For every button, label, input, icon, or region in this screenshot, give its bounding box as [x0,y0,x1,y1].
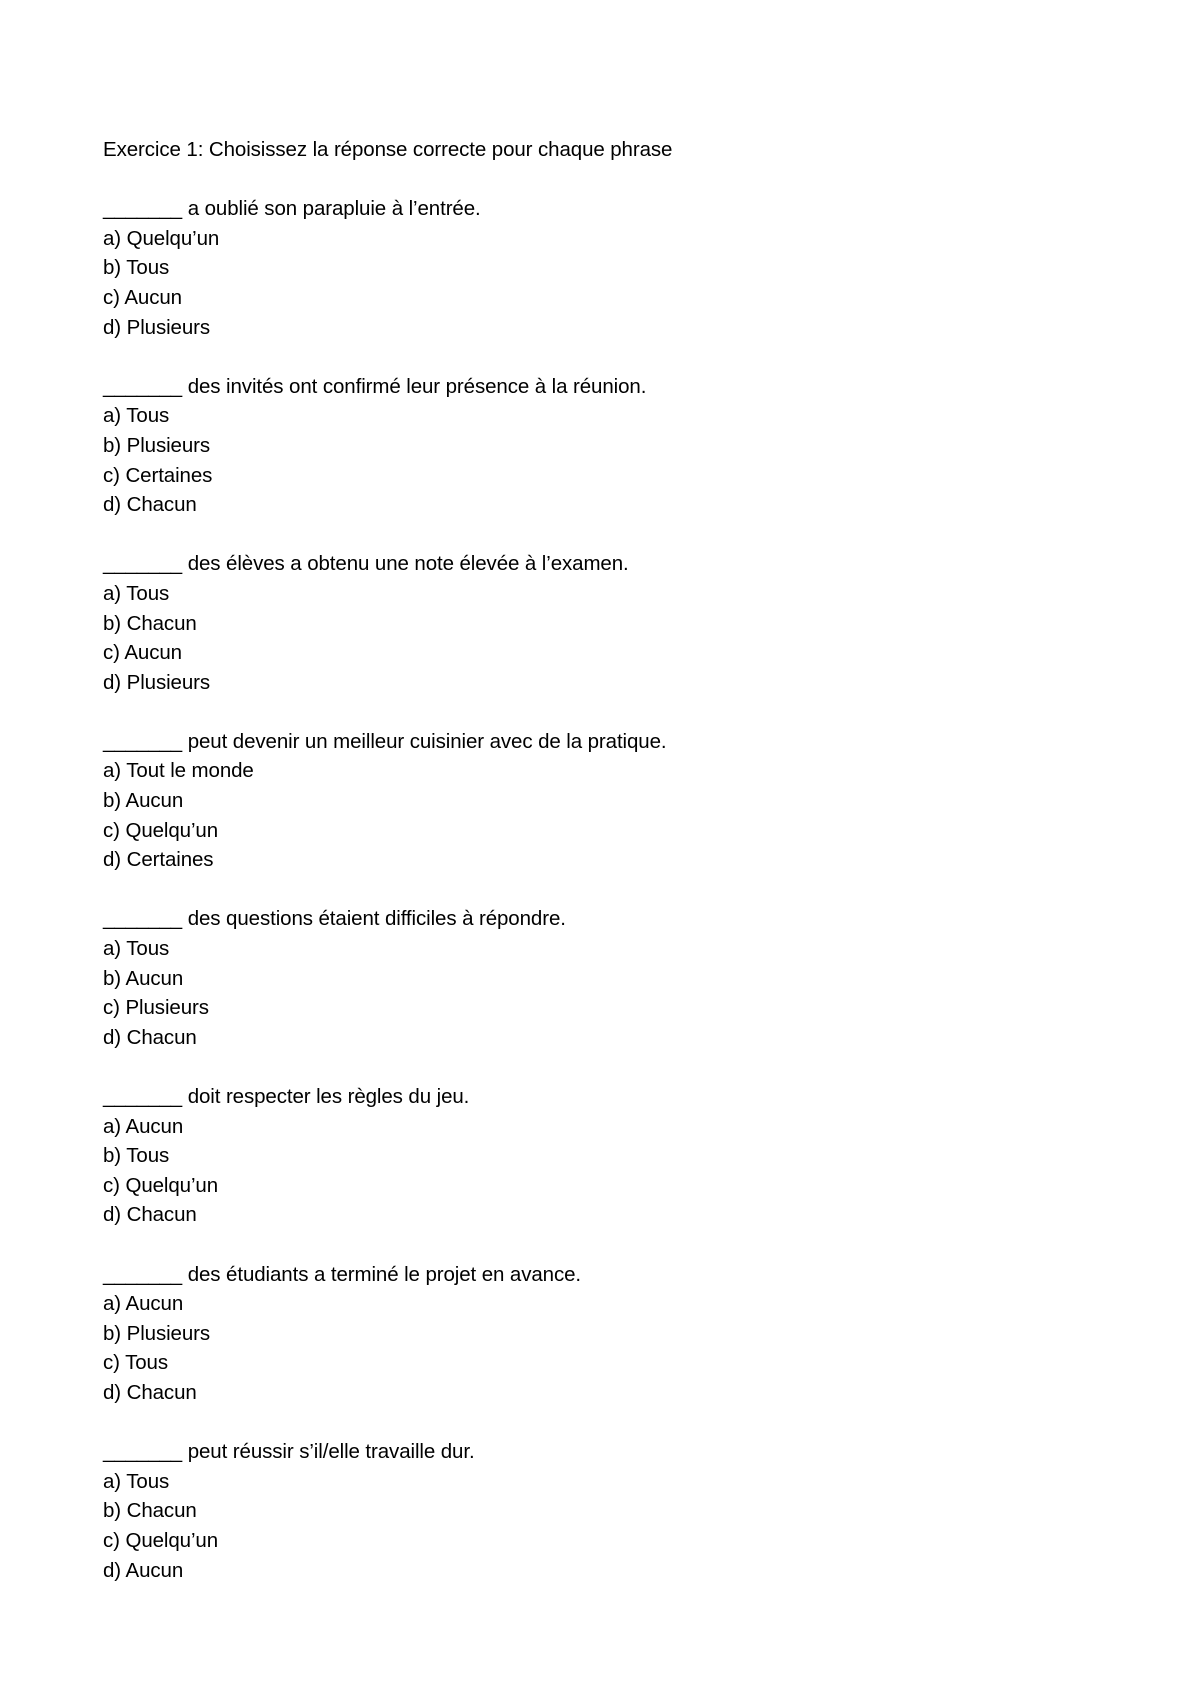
question-prompt: _______ a oublié son parapluie à l’entrée. [103,197,481,221]
question-prompt: _______ des étudiants a terminé le projet en avance. [103,1262,582,1286]
answer-option: c) Quelqu’un [103,1528,219,1552]
answer-option: c) Plusieurs [103,996,209,1020]
answer-option: a) Tout le monde [103,759,254,783]
answer-option: a) Aucun [103,1114,184,1138]
answer-option: d) Plusieurs [103,670,211,694]
answer-option: d) Chacun [103,493,197,517]
question-prompt: _______ doit respecter les règles du jeu. [103,1085,470,1108]
question-prompt: _______ peut réussir s’il/elle travaille dur. [103,1440,475,1464]
answer-option: a) Tous [103,404,170,428]
question-block [103,1437,1103,1585]
answer-option: d) Certaines [103,848,214,872]
answer-option: c) Quelqu’un [103,1173,219,1197]
answer-option: d) Plusieurs [103,315,211,339]
question-prompt: _______ des élèves a obtenu une note élevée à l’examen. [103,552,629,576]
answer-option: a) Tous [103,1469,170,1493]
document-content [103,135,1103,1585]
question-block [103,549,1103,697]
answer-option: d) Chacun [103,1025,197,1049]
answer-option: b) Aucun [103,966,184,990]
question-block [103,727,1103,875]
answer-option: d) Chacun [103,1203,197,1227]
answer-option: b) Chacun [103,1499,197,1523]
answer-option: b) Chacun [103,611,197,635]
answer-option: c) Tous [103,1351,169,1375]
question-block [103,194,1103,342]
answer-option: c) Quelqu’un [103,818,219,842]
answer-option: d) Aucun [103,1558,184,1582]
exercise-title: Exercice 1: Choisissez la réponse correcte pour chaque phrase [103,138,673,161]
answer-option: c) Certaines [103,463,213,487]
question-block [103,372,1103,520]
answer-option: a) Tous [103,937,170,961]
question-block [103,1082,1103,1230]
answer-option: c) Aucun [103,641,182,665]
answer-option: b) Aucun [103,789,184,813]
answer-option: b) Plusieurs [103,433,211,457]
answer-option: a) Tous [103,581,170,605]
answer-option: b) Tous [103,1144,170,1168]
question-prompt: _______ des questions étaient difficiles à répondre. [103,907,566,931]
question-list [103,194,1103,1585]
answer-option: a) Aucun [103,1292,184,1316]
answer-option: b) Tous [103,256,170,280]
answer-option: c) Aucun [103,285,182,309]
question-prompt: _______ des invités ont confirmé leur présence à la réunion. [103,374,647,398]
answer-option: d) Chacun [103,1380,197,1404]
question-block [103,904,1103,1052]
answer-option: a) Quelqu’un [103,226,220,250]
answer-option: b) Plusieurs [103,1321,211,1345]
question-prompt: _______ peut devenir un meilleur cuisinier avec de la pratique. [103,729,667,753]
question-block [103,1260,1103,1408]
